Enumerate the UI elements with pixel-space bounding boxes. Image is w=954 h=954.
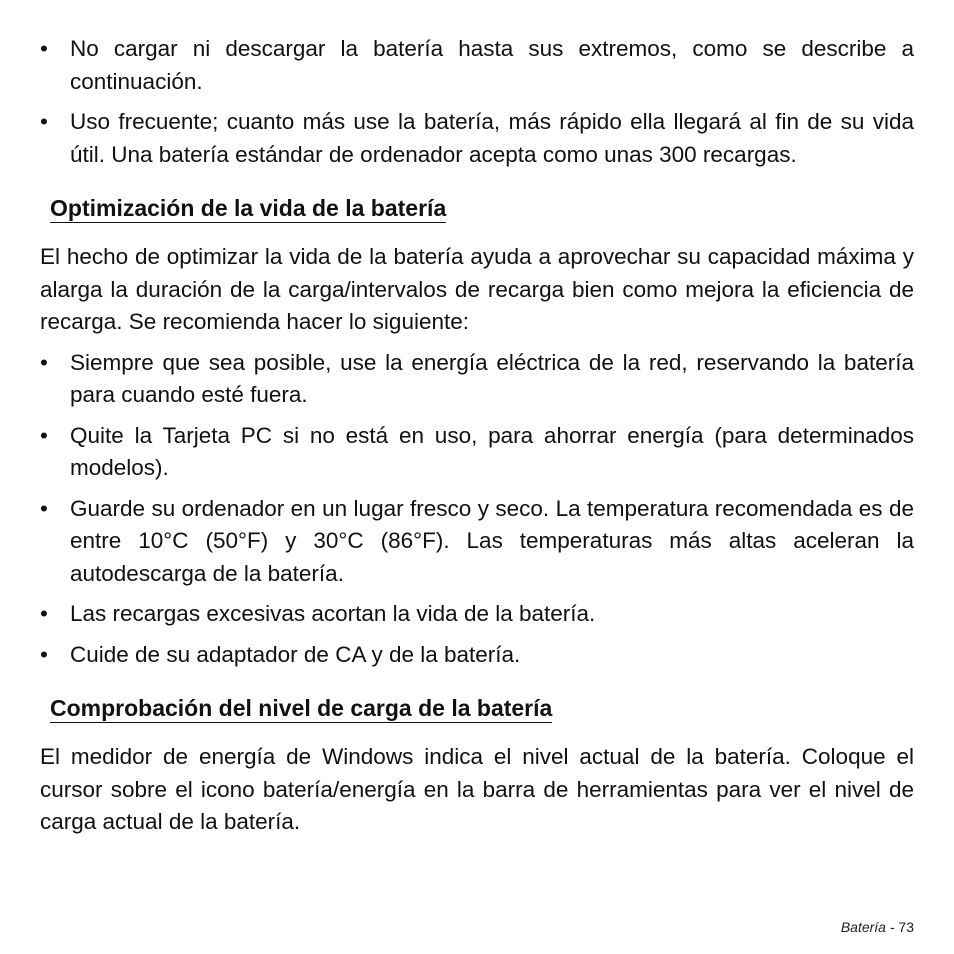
page-footer [841, 918, 914, 936]
list-item-text: Las recargas excesivas acortan la vida de la batería. [70, 601, 596, 626]
bullet-marker: • [40, 422, 48, 448]
recommendations-bullet-list [40, 347, 914, 672]
list-item [40, 347, 914, 412]
section-heading-charge-level [40, 693, 914, 723]
section-paragraph: El medidor de energía de Windows indica el nivel actual de la batería. Coloque el cursor sobre el icono batería/energía en la barra de herramientas para ver el nivel de carga actual de la batería. [40, 744, 914, 834]
section-paragraph: El hecho de optimizar la vida de la batería ayuda a aprovechar su capacidad máxima y alarga la duración de la carga/intervalos de recarga bien como mejora la eficiencia de recarga. Se recomienda hacer lo siguiente: [40, 244, 914, 334]
list-item-text: Cuide de su adaptador de CA y de la batería. [70, 641, 521, 667]
bullet-marker: • [40, 641, 48, 667]
intro-bullet-list [40, 33, 914, 171]
bullet-marker: • [40, 109, 48, 134]
section-heading-optimization [40, 193, 914, 223]
list-item [40, 493, 914, 591]
document-page [40, 33, 914, 839]
list-item-text: Siempre que sea posible, use la energía eléctrica de la red, reservando la batería para cuando esté fuera. [70, 349, 914, 407]
footer-page-number: 73 [898, 919, 914, 935]
list-item [40, 598, 914, 631]
bullet-marker: • [40, 601, 48, 626]
section-heading-text: Optimización de la vida de la batería [50, 195, 447, 221]
bullet-marker: • [40, 495, 48, 521]
bullet-marker: • [40, 349, 48, 375]
section-heading-text: Comprobación del nivel de carga de la batería [50, 695, 553, 721]
list-item [40, 420, 914, 485]
list-item-text: Quite la Tarjeta PC si no está en uso, para ahorrar energía (para determinados modelos). [70, 422, 914, 480]
list-item-text: Uso frecuente; cuanto más use la batería, más rápido ella llegará al fin de su vida útil. Una batería estándar de ordenador acepta como unas 300 recargas. [70, 109, 914, 167]
footer-section-label: Batería - [840, 919, 895, 935]
list-item-text: No cargar ni descargar la batería hasta sus extremos, como se describe a continuación. [70, 36, 914, 94]
bullet-marker: • [40, 36, 48, 61]
list-item [40, 106, 914, 171]
list-item-text: Guarde su ordenador en un lugar fresco y seco. La temperatura recomendada es de entre 10°C (50°F) y 30°C (86°F). Las temperaturas más altas aceleran la autodescarga de la batería. [70, 495, 914, 586]
list-item [40, 33, 914, 98]
list-item [40, 639, 914, 672]
